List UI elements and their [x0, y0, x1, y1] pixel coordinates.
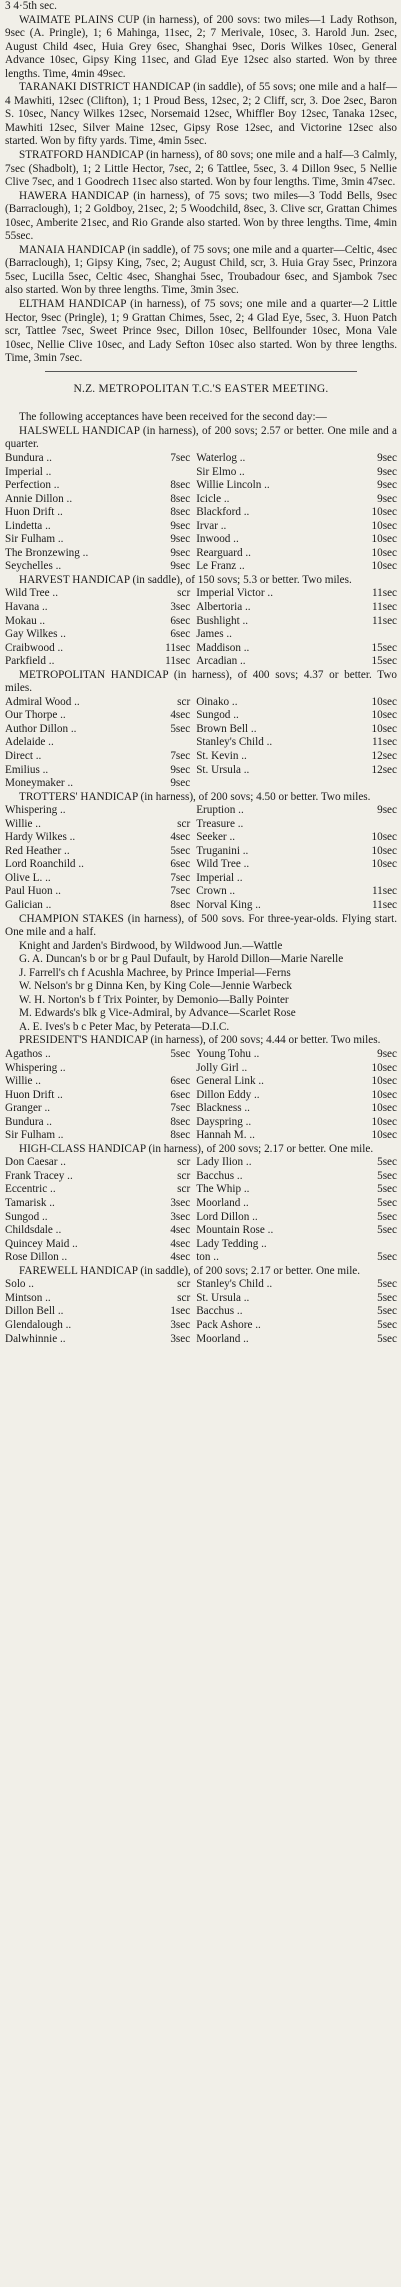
handicap — [113, 1062, 196, 1076]
handicap: scr — [177, 587, 191, 600]
handicap: 11sec — [165, 655, 191, 668]
horse-name: Bundura .. — [5, 451, 52, 464]
handicap: 11sec — [165, 641, 191, 654]
table-row — [5, 1224, 397, 1238]
table-row — [5, 1102, 397, 1116]
handicap: 11sec — [371, 899, 397, 911]
handicap: 9sec — [377, 1048, 397, 1061]
horse-name: Dillon Eddy .. — [196, 1088, 260, 1101]
horse-name: Whispering .. — [5, 804, 66, 817]
horse-name: Icicle .. — [196, 492, 230, 505]
handicap: 5sec — [377, 1291, 397, 1304]
table-row — [5, 709, 397, 723]
handicap: 5sec — [377, 1251, 397, 1264]
horse-name: Sir Fulham .. — [5, 1129, 64, 1142]
table-row — [5, 1116, 397, 1130]
table-row — [5, 696, 397, 710]
horse-name: Dillon Bell .. — [5, 1305, 64, 1318]
table-row — [5, 804, 397, 818]
handicap: 3sec — [170, 1197, 191, 1210]
table-row — [5, 736, 397, 750]
table-row — [5, 493, 397, 507]
horse-name: Irvar .. — [196, 519, 227, 532]
handicap — [113, 804, 196, 818]
horse-name: Lord Dillon .. — [196, 1210, 258, 1223]
horse-name: Jolly Girl .. — [196, 1061, 248, 1074]
handicap: 9sec — [377, 479, 397, 492]
horse-name: Lord Roanchild .. — [5, 858, 84, 871]
table-row — [5, 1305, 397, 1319]
table-row — [5, 1156, 397, 1170]
handicap: 15sec — [371, 655, 397, 668]
horse-name: Agathos .. — [5, 1048, 51, 1061]
table-row — [5, 655, 397, 669]
handicap: 12sec — [371, 763, 397, 776]
table-row — [5, 764, 397, 778]
table-row — [5, 628, 397, 642]
handicap: 4sec — [170, 1224, 191, 1237]
race-result-paragraph: MANAIA HANDICAP (in saddle), of 75 sovs; one mile and a quarter—Celtic, 4sec (Barraclough), 1; Gipsy King, 7sec, 2; August Child, scr, 3. Huia Gray 5sec, Prinzora 5sec, Lucilla 5sec, Celtic 4sec, Shanghai 5sec, Troubadour 6sec, and Sjambok 7sec also started. Won by three lengths. Time, 3min 3sec. — [5, 243, 397, 297]
handicap: 9sec — [170, 560, 191, 573]
handicap: 9sec — [170, 763, 191, 776]
horse-name: Seychelles .. — [5, 560, 62, 573]
horse-name: Admiral Wood .. — [5, 695, 80, 708]
handicap: 3sec — [170, 600, 191, 613]
race-heading: FAREWELL HANDICAP (in saddle), of 200 sovs; 2.17 or better. One mile. — [19, 1264, 361, 1277]
horse-name: Olive L. .. — [5, 871, 51, 884]
handicap: 7sec — [170, 1102, 191, 1115]
horse-name: Annie Dillon .. — [5, 492, 73, 505]
handicap: 3sec — [170, 1332, 191, 1345]
race-heading: TROTTERS' HANDICAP (in harness), of 200 sovs; 4.50 or better. Two miles. — [19, 790, 371, 803]
horse-name: Gay Wilkes .. — [5, 628, 66, 641]
horse-name: Paul Huon .. — [5, 885, 61, 898]
table-row — [5, 1075, 397, 1089]
handicap: 9sec — [377, 804, 397, 817]
horse-name: Frank Tracey .. — [5, 1169, 73, 1182]
table-row — [5, 1197, 397, 1211]
horse-name: Willie Lincoln .. — [196, 479, 270, 492]
table-row — [5, 479, 397, 493]
handicap: 10sec — [371, 722, 397, 735]
race-heading: CHAMPION STAKES (in harness), of 500 sovs. For three-year-olds. Flying start. One mile and a half. — [5, 912, 397, 939]
handicap: scr — [177, 1291, 191, 1304]
horse-name: Blackford .. — [196, 506, 250, 519]
horse-name: Lindetta .. — [5, 519, 51, 532]
handicap: 10sec — [371, 1115, 397, 1128]
horse-name: Bacchus .. — [196, 1169, 243, 1182]
table-row — [5, 452, 397, 466]
horse-name: Adelaide .. — [5, 736, 54, 749]
handicap: 8sec — [170, 1115, 191, 1128]
horse-name: Truganini .. — [196, 844, 249, 857]
handicap: scr — [177, 1278, 191, 1291]
horse-name: Maddison .. — [196, 641, 250, 654]
table-row — [5, 845, 397, 859]
horse-name: Quincey Maid .. — [5, 1237, 78, 1250]
handicap: 9sec — [170, 519, 191, 532]
horse-name: Le Franz .. — [196, 560, 245, 573]
handicap: 5sec — [377, 1278, 397, 1291]
horse-name — [196, 777, 320, 791]
horse-name: Sungod .. — [196, 709, 239, 722]
handicap: 10sec — [371, 519, 397, 532]
horse-name: Our Thorpe .. — [5, 709, 66, 722]
handicap: 5sec — [377, 1156, 397, 1169]
handicap: 9sec — [377, 492, 397, 505]
handicap: 11sec — [371, 736, 397, 749]
handicap: 8sec — [170, 1129, 191, 1142]
handicap: 5sec — [377, 1210, 397, 1223]
handicap: 10sec — [371, 709, 397, 722]
horse-name: Parkfield .. — [5, 655, 55, 668]
handicap: 8sec — [170, 479, 191, 492]
horse-name: Author Dillon .. — [5, 722, 77, 735]
entry-line: W. Nelson's br g Dinna Ken, by King Cole—Jennie Warbeck — [19, 980, 292, 993]
horse-name: Emilius .. — [5, 763, 49, 776]
table-row — [5, 533, 397, 547]
horse-name: Bacchus .. — [196, 1305, 243, 1318]
table-row — [5, 1292, 397, 1306]
table-row — [5, 615, 397, 629]
handicap: 11sec — [371, 614, 397, 627]
horse-name: Inwood .. — [196, 533, 239, 546]
horse-name: Solo .. — [5, 1278, 34, 1291]
handicap: 6sec — [170, 1088, 191, 1101]
handicap — [320, 777, 397, 791]
handicap — [320, 1238, 397, 1252]
horse-name: Rose Dillon .. — [5, 1251, 68, 1264]
entry-line: Knight and Jarden's Birdwood, by Wildwood Jun.—Wattle — [19, 939, 283, 952]
section-divider — [45, 371, 357, 372]
table-row — [5, 587, 397, 601]
horse-name: Tamarisk .. — [5, 1197, 55, 1210]
handicap: 10sec — [371, 1075, 397, 1088]
horse-name: Bushlight .. — [196, 614, 249, 627]
handicap: scr — [177, 1169, 191, 1182]
horse-name: Stanley's Child .. — [196, 736, 273, 749]
horse-name: Red Heather .. — [5, 844, 70, 857]
horse-name: Seeker .. — [196, 831, 236, 844]
handicap — [113, 466, 196, 480]
race-result-paragraph: STRATFORD HANDICAP (in harness), of 80 sovs; one mile and a half—3 Calmly, 7sec (Shadbolt), 1; 2 Little Hector, 7sec, 2; 6 Tattlee, 5sec, 3. 4 Dillon 9sec, 5 Nellie Clive 7sec, and 1 Goodrech 11sec also started. Won by four lengths. Time, 3min 47sec. — [5, 149, 397, 189]
horse-name: The Bronzewing .. — [5, 546, 89, 559]
meeting-intro: The following acceptances have been received for the second day:— — [19, 411, 327, 424]
horse-name: Wild Tree .. — [5, 587, 59, 600]
table-row — [5, 750, 397, 764]
horse-name: Imperial .. — [5, 465, 52, 478]
handicap: 6sec — [170, 858, 191, 871]
handicap: 9sec — [377, 465, 397, 478]
horse-name: Pack Ashore .. — [196, 1318, 261, 1331]
horse-name: Lady Ilion .. — [196, 1156, 252, 1169]
acceptances-section — [5, 425, 397, 1346]
acceptances-table — [5, 1048, 397, 1143]
handicap: 5sec — [170, 722, 191, 735]
handicap: 9sec — [170, 546, 191, 559]
table-row — [5, 723, 397, 737]
horse-name: Treasure .. — [196, 817, 244, 830]
horse-name: Granger .. — [5, 1102, 51, 1115]
handicap — [113, 736, 196, 750]
handicap: 5sec — [377, 1197, 397, 1210]
horse-name: Huon Drift .. — [5, 1088, 63, 1101]
horse-name: Direct .. — [5, 749, 42, 762]
table-row — [5, 1211, 397, 1225]
acceptances-table — [5, 587, 397, 668]
handicap: 11sec — [371, 600, 397, 613]
handicap: 4sec — [170, 709, 191, 722]
horse-name: Eccentric .. — [5, 1183, 56, 1196]
handicap: 5sec — [377, 1332, 397, 1345]
race-heading: HARVEST HANDICAP (in saddle), of 150 sovs; 5.3 or better. Two miles. — [19, 573, 352, 586]
handicap: 9sec — [170, 777, 191, 790]
horse-name: Mountain Rose .. — [196, 1224, 274, 1237]
handicap: 6sec — [170, 628, 191, 641]
table-row — [5, 1089, 397, 1103]
horse-name: Moorland .. — [196, 1197, 249, 1210]
handicap: 6sec — [170, 1075, 191, 1088]
horse-name: Willie .. — [5, 817, 41, 830]
handicap: 3sec — [170, 1318, 191, 1331]
handicap: 10sec — [371, 1061, 397, 1074]
handicap: 7sec — [170, 451, 191, 464]
horse-name: James .. — [196, 628, 232, 641]
horse-name: Bundura .. — [5, 1115, 52, 1128]
horse-name: Sungod .. — [5, 1210, 48, 1223]
table-row — [5, 642, 397, 656]
handicap: 4sec — [170, 1251, 191, 1264]
handicap: scr — [177, 817, 191, 830]
horse-name: Blackness .. — [196, 1102, 250, 1115]
handicap: scr — [177, 1183, 191, 1196]
horse-name: Huon Drift .. — [5, 506, 63, 519]
horse-name: St. Ursula .. — [196, 1291, 250, 1304]
table-row — [5, 885, 397, 899]
horse-name: St. Ursula .. — [196, 763, 250, 776]
horse-name: Perfection .. — [5, 479, 60, 492]
horse-name: Whispering .. — [5, 1061, 66, 1074]
table-row — [5, 899, 397, 913]
table-row — [5, 1319, 397, 1333]
handicap: 8sec — [170, 492, 191, 505]
handicap: 10sec — [371, 506, 397, 519]
handicap: 5sec — [170, 1048, 191, 1061]
table-row — [5, 1333, 397, 1347]
handicap: 3sec — [170, 1210, 191, 1223]
handicap: 11sec — [371, 885, 397, 898]
horse-name: Young Tohu .. — [196, 1048, 260, 1061]
table-row — [5, 777, 397, 791]
handicap — [320, 628, 397, 642]
handicap: scr — [177, 1156, 191, 1169]
handicap: 5sec — [377, 1224, 397, 1237]
horse-name: St. Kevin .. — [196, 749, 247, 762]
table-row — [5, 872, 397, 886]
horse-name: Craibwood .. — [5, 641, 64, 654]
handicap: 10sec — [371, 1102, 397, 1115]
table-row — [5, 466, 397, 480]
handicap: 10sec — [371, 695, 397, 708]
handicap: 9sec — [377, 451, 397, 464]
handicap: 4sec — [170, 831, 191, 844]
horse-name: Sir Elmo .. — [196, 465, 245, 478]
horse-name: Brown Bell .. — [196, 722, 257, 735]
handicap: 12sec — [371, 749, 397, 762]
acceptances-table — [5, 696, 397, 791]
handicap: 10sec — [371, 831, 397, 844]
race-heading: HALSWELL HANDICAP (in harness), of 200 sovs; 2.57 or better. One mile and a quarter. — [5, 424, 397, 451]
entry-line: G. A. Duncan's b or br g Paul Dufault, by Harold Dillon—Marie Narelle — [19, 953, 344, 966]
handicap: 15sec — [371, 641, 397, 654]
horse-name: Norval King .. — [196, 899, 261, 911]
horse-name: Imperial Victor .. — [196, 587, 273, 600]
table-row — [5, 601, 397, 615]
handicap: scr — [177, 695, 191, 708]
handicap: 5sec — [377, 1318, 397, 1331]
table-row — [5, 1129, 397, 1143]
horse-name: Havana .. — [5, 600, 48, 613]
horse-name: Arcadian .. — [196, 655, 246, 668]
horse-name: Eruption .. — [196, 804, 244, 817]
table-row — [5, 1251, 397, 1265]
horse-name: Mintson .. — [5, 1291, 51, 1304]
horse-name: Dalwhinnie .. — [5, 1332, 66, 1345]
race-result-paragraph: TARANAKI DISTRICT HANDICAP (in saddle), of 55 sovs; one mile and a half—4 Mawhiti, 12sec (Clifton), 1; 1 Proud Bess, 12sec, 2; 2 Cliff, scr, 3. Doe 2sec, Baron S. 10sec, Nancy Wilkes 12sec, Norsemaid 12sec, Whiffler Boy 12sec, Tanaka 12sec, Mawhiti 12sec, Silver Maine 12sec, Gipsy Rose 12sec, and Victorine 12sec also started. Won by fifty yards. Time, 4min 5sec. — [5, 81, 397, 148]
horse-name: Moorland .. — [196, 1332, 249, 1345]
race-heading: HIGH-CLASS HANDICAP (in harness), of 200 sovs; 2.17 or better. One mile. — [19, 1142, 374, 1155]
race-result-paragraph: HAWERA HANDICAP (in harness), of 75 sovs; two miles—3 Todd Bells, 9sec (Barraclough), 1; 2 Goldboy, 21sec, 2; 5 Woodchild, 8sec, 3. Clive scr, Grattan Chimes 10sec, Amberite 21sec, and Rio Grande also started. Won by three lengths. Time, 4min 55sec. — [5, 189, 397, 243]
handicap: 4sec — [170, 1237, 191, 1250]
race-results-section — [5, 14, 397, 366]
table-row — [5, 1238, 397, 1252]
handicap: 10sec — [371, 844, 397, 857]
handicap: 9sec — [170, 533, 191, 546]
handicap: 10sec — [371, 546, 397, 559]
entry-line: W. H. Norton's b f Trix Pointer, by Demonio—Bally Pointer — [19, 993, 289, 1006]
handicap: 8sec — [170, 899, 191, 911]
handicap: 7sec — [170, 871, 191, 884]
meeting-heading: N.Z. METROPOLITAN T.C.'S EASTER MEETING. — [73, 383, 329, 396]
handicap: 7sec — [170, 749, 191, 762]
entry-line: J. Farrell's ch f Acushla Machree, by Prince Imperial—Ferns — [19, 966, 291, 979]
table-row — [5, 506, 397, 520]
horse-name: General Link .. — [196, 1075, 264, 1088]
horse-name: Mokau .. — [5, 614, 46, 627]
horse-name: Wild Tree .. — [196, 858, 250, 871]
table-row — [5, 560, 397, 574]
horse-name: Waterlog .. — [196, 451, 246, 464]
horse-name: The Whip .. — [196, 1183, 250, 1196]
table-row — [5, 520, 397, 534]
entry-line: A. E. Ives's b c Peter Mac, by Peterata—D.I.C. — [19, 1020, 230, 1033]
handicap: 5sec — [377, 1169, 397, 1182]
handicap: 10sec — [371, 533, 397, 546]
handicap: 10sec — [371, 1129, 397, 1142]
handicap: 5sec — [170, 844, 191, 857]
race-result-paragraph: ELTHAM HANDICAP (in harness), of 75 sovs; one mile and a quarter—2 Little Hector, 9sec (Pringle), 1; 9 Grattan Chimes, 5sec, 2; 4 Glad Eye, 5sec, 3. Huon Patch scr, Tattlee 7sec, Sweet Prince 9sec, Dillon 10sec, Bellfounder 10sec, Mona Vale 10sec, Nellie Clive 10sec, and Lady Sefton 10sec also started. Won by three lengths. Time, 3min 7sec. — [5, 298, 397, 365]
horse-name: Moneymaker .. — [5, 777, 74, 790]
horse-name: Glendalough .. — [5, 1318, 72, 1331]
horse-name: Rearguard .. — [196, 546, 251, 559]
table-row — [5, 1183, 397, 1197]
horse-name: Stanley's Child .. — [196, 1278, 273, 1291]
horse-name: Galician .. — [5, 899, 52, 911]
handicap: 8sec — [170, 506, 191, 519]
horse-name: Dayspring .. — [196, 1115, 252, 1128]
horse-name: Childsdale .. — [5, 1224, 62, 1237]
acceptances-table — [5, 1278, 397, 1346]
horse-name: Lady Tedding .. — [196, 1237, 267, 1250]
handicap: 10sec — [371, 560, 397, 573]
table-row — [5, 831, 397, 845]
acceptances-table — [5, 452, 397, 574]
horse-name: Imperial .. — [196, 871, 243, 884]
table-row — [5, 1278, 397, 1292]
race-result-paragraph: WAIMATE PLAINS CUP (in harness), of 200 sovs: two miles—1 Lady Rothson, 9sec (A. Pringle), 1; 6 Mahinga, 11sec, 2; 7 Merivale, 10sec, 3. Harold Jun. 2sec, August Child 4sec, Huia Grey 6sec, Shanghai 9sec, Doris Wilkes 10sec, General Advance 10sec, Gipsy King 11sec, and Glad Eye 12sec also started. Won by three lengths. Time, 4min 49sec. — [5, 13, 397, 80]
horse-name: Crown .. — [196, 885, 236, 898]
table-row — [5, 1062, 397, 1076]
entry-line: M. Edwards's blk g Vice-Admiral, by Advance—Scarlet Rose — [19, 1007, 296, 1020]
acceptances-table — [5, 804, 397, 912]
horse-name: ton .. — [196, 1251, 219, 1264]
horse-name: Willie .. — [5, 1075, 41, 1088]
table-row — [5, 818, 397, 832]
handicap: 6sec — [170, 614, 191, 627]
table-row — [5, 858, 397, 872]
table-row — [5, 1170, 397, 1184]
handicap — [320, 872, 397, 886]
handicap: 7sec — [170, 885, 191, 898]
handicap: 11sec — [371, 587, 397, 600]
acceptances-table — [5, 1156, 397, 1264]
handicap: 5sec — [377, 1305, 397, 1318]
horse-name: Albertoria .. — [196, 600, 251, 613]
horse-name: Sir Fulham .. — [5, 533, 64, 546]
horse-name: Hardy Wilkes .. — [5, 831, 76, 844]
table-row — [5, 1048, 397, 1062]
horse-name: Hannah M. .. — [196, 1129, 255, 1142]
handicap: 10sec — [371, 858, 397, 871]
race-heading: PRESIDENT'S HANDICAP (in harness), of 200 sovs; 4.44 or better. Two miles. — [19, 1034, 381, 1047]
race-heading: METROPOLITAN HANDICAP (in harness), of 400 sovs; 4.37 or better. Two miles. — [5, 668, 397, 695]
table-row — [5, 547, 397, 561]
handicap — [320, 818, 397, 832]
handicap: 5sec — [377, 1183, 397, 1196]
intro-text: 3 4·5th sec. — [5, 0, 57, 12]
horse-name: Oinako .. — [196, 695, 238, 708]
handicap: 1sec — [170, 1305, 191, 1318]
handicap: 10sec — [371, 1088, 397, 1101]
horse-name: Don Caesar .. — [5, 1156, 66, 1169]
